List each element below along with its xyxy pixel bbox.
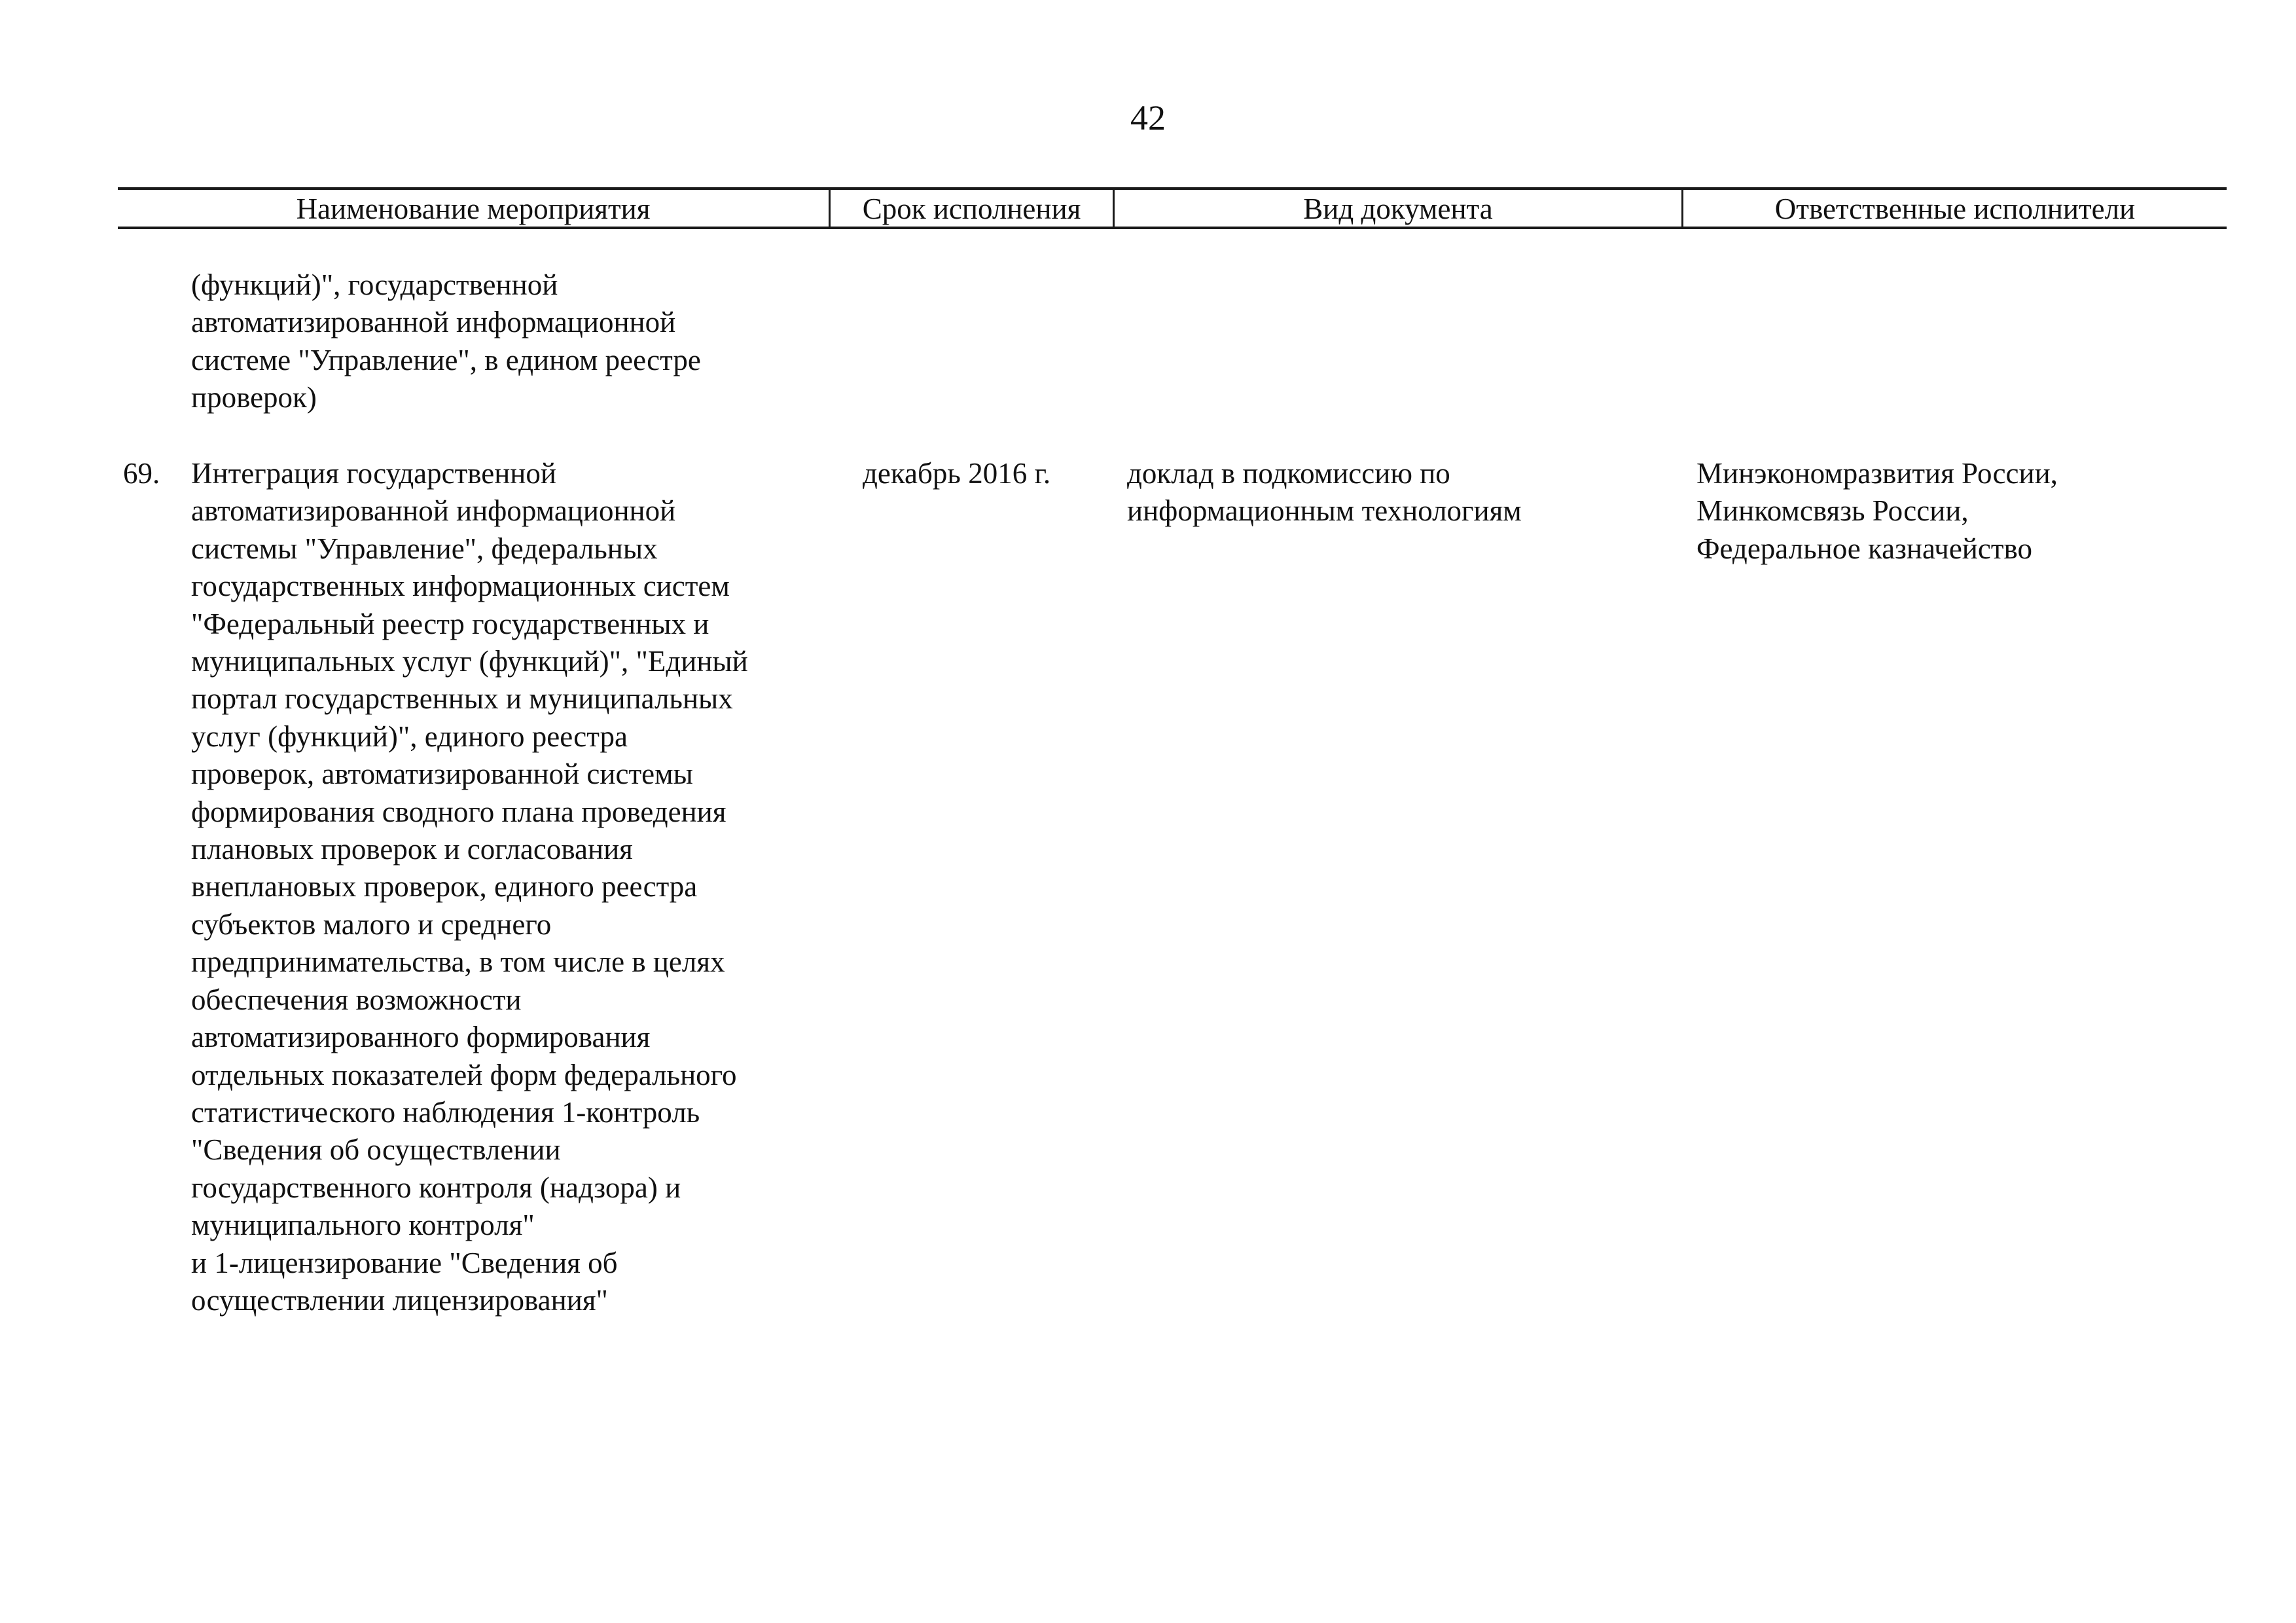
item-name-line: государственного контроля (надзора) и: [191, 1171, 681, 1204]
item-name-line: статистического наблюдения 1-контроль: [191, 1095, 700, 1129]
item-name: [191, 455, 748, 1319]
header-document-type: Вид документа: [1303, 192, 1493, 225]
item-name-line: Интеграция государственной: [191, 457, 556, 490]
item-name-line: и 1-лицензирование "Сведения об: [191, 1246, 618, 1279]
item-responsible: [1696, 455, 2058, 568]
item-name-line: внеплановых проверок, единого реестра: [191, 870, 698, 903]
item-name-line: проверок, автоматизированной системы: [191, 757, 693, 791]
item-name-line: "Сведения об осуществлении: [191, 1133, 561, 1167]
page-number: 42: [1130, 98, 1166, 137]
item-name-line: услуг (функций)", единого реестра: [191, 720, 628, 753]
continuation-text: [191, 266, 701, 417]
item-document-type: [1127, 455, 1522, 530]
responsible-line: Федеральное казначейство: [1696, 532, 2032, 565]
item-name-line: осуществлении лицензирования": [191, 1283, 608, 1317]
item-number: 69.: [123, 457, 160, 490]
item-name-line: предпринимательства, в том числе в целях: [191, 945, 725, 979]
item-name-line: муниципального контроля": [191, 1209, 535, 1242]
table-header-top-rule: [118, 187, 2227, 190]
item-name-line: плановых проверок и согласования: [191, 833, 633, 866]
item-name-line: автоматизированной информационной: [191, 494, 676, 528]
item-name-line: портал государственных и муниципальных: [191, 682, 733, 716]
header-activity-name: Наименование мероприятия: [296, 192, 651, 225]
item-name-line: муниципальных услуг (функций)", "Единый: [191, 645, 748, 678]
document-type-line: доклад в подкомиссию по: [1127, 457, 1450, 490]
continuation-line: проверок): [191, 381, 317, 414]
header-deadline: Срок исполнения: [862, 192, 1081, 225]
item-name-line: формирования сводного плана проведения: [191, 795, 726, 828]
item-name-line: государственных информационных систем: [191, 570, 730, 603]
continuation-line: (функций)", государственной: [191, 268, 558, 301]
header-responsible: Ответственные исполнители: [1774, 192, 2136, 225]
document-type-line: информационным технологиям: [1127, 494, 1522, 528]
item-name-line: "Федеральный реестр государственных и: [191, 607, 709, 640]
item-name-line: системы "Управление", федеральных: [191, 532, 658, 565]
continuation-line: автоматизированной информационной: [191, 306, 676, 339]
item-name-line: обеспечения возможности: [191, 983, 522, 1016]
responsible-line: Минкомсвязь России,: [1696, 494, 1969, 528]
item-name-line: автоматизированного формирования: [191, 1021, 651, 1054]
item-deadline: декабрь 2016 г.: [863, 457, 1051, 490]
table-header-bottom-rule: [118, 227, 2227, 229]
continuation-line: системе "Управление", в едином реестре: [191, 343, 701, 376]
item-name-line: отдельных показателей форм федерального: [191, 1058, 737, 1091]
responsible-line: Минэкономразвития России,: [1696, 457, 2058, 490]
item-name-line: субъектов малого и среднего: [191, 907, 552, 941]
